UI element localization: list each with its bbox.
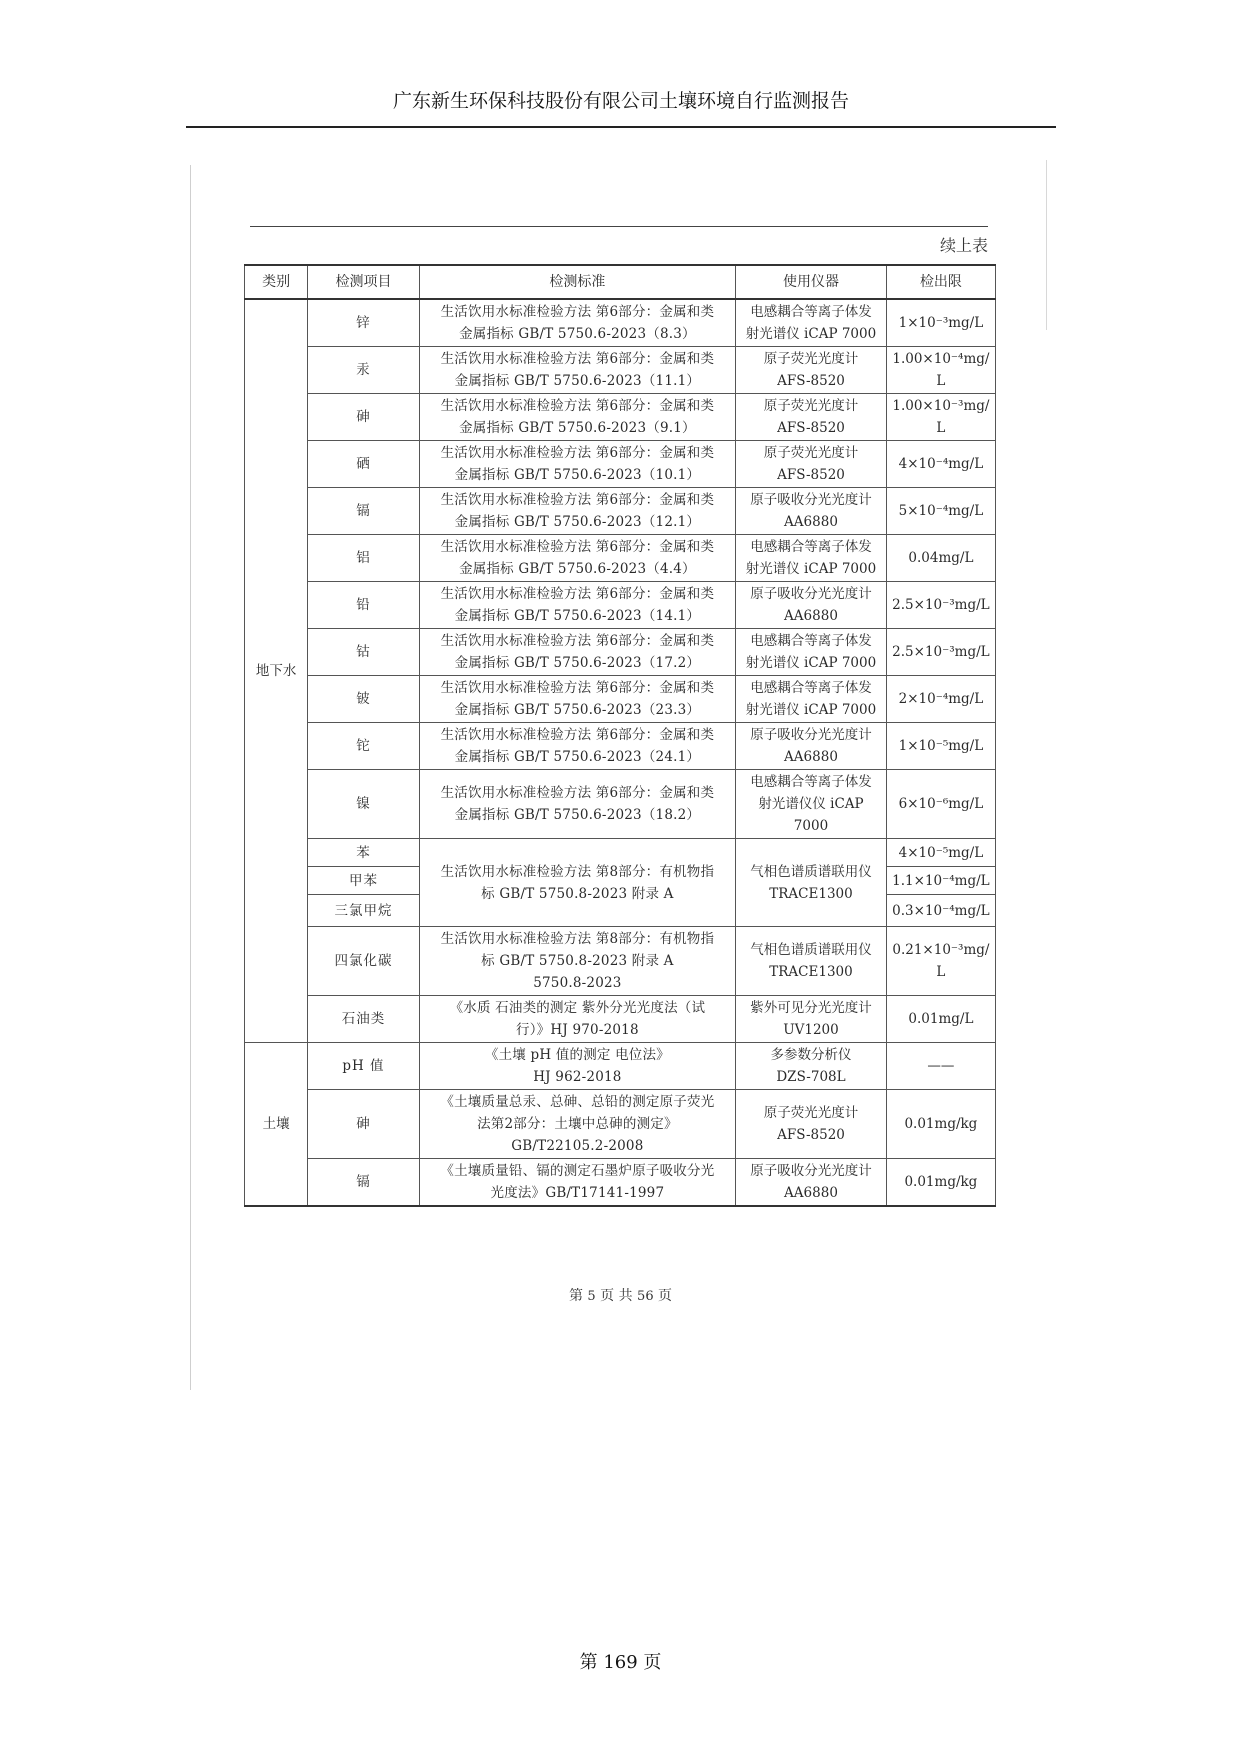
instrument-cell	[736, 441, 887, 488]
category-groundwater: 地下水	[245, 299, 308, 1043]
table-row	[245, 1043, 996, 1090]
instrument-cell	[736, 394, 887, 441]
inner-total-pages: 56	[637, 1289, 654, 1304]
limit-cell-line: 0.01mg/kg	[904, 1116, 978, 1132]
limit-cell	[886, 1090, 995, 1159]
limit-cell	[886, 676, 995, 723]
continued-label: 续上表	[939, 236, 988, 255]
item-cell: pH 值	[308, 1043, 419, 1090]
table-row	[245, 299, 996, 347]
limit-cell-line: ——	[927, 1058, 955, 1074]
instrument-cell-line: 电感耦合等离子体发	[750, 774, 872, 790]
limit-cell	[886, 535, 995, 582]
instrument-cell-line: 原子吸收分光光度计	[750, 586, 872, 602]
limit-cell: 1.1×10⁻⁴mg/L	[886, 867, 995, 895]
limit-cell-line: 0.04mg/L	[908, 550, 974, 566]
standard-cell-line: GB/T22105.2-2008	[511, 1138, 644, 1154]
item-cell: 汞	[308, 347, 419, 394]
limit-cell-line: 0.21×10⁻³mg/	[892, 942, 990, 958]
category-soil: 土壤	[245, 1043, 308, 1207]
limit-cell	[886, 582, 995, 629]
limit-cell	[886, 723, 995, 770]
instrument-cell-line: AA6880	[784, 1185, 838, 1201]
limit-cell	[886, 770, 995, 839]
standard-cell-line: HJ 962-2018	[533, 1069, 622, 1085]
item-cell: 钴	[308, 629, 419, 676]
limit-cell-line: L	[936, 373, 946, 389]
instrument-cell-line: AA6880	[784, 514, 838, 530]
limit-cell-line: 5×10⁻⁴mg/L	[898, 503, 984, 519]
col-header-instrument: 使用仪器	[736, 265, 887, 299]
standard-cell-line: 金属指标 GB/T 5750.6-2023（10.1）	[454, 467, 701, 483]
instrument-cell-organics	[736, 839, 887, 927]
standard-cell-line: 生活饮用水标准检验方法 第6部分：金属和类	[440, 586, 715, 602]
standard-cell-line: 生活饮用水标准检验方法 第6部分：金属和类	[440, 727, 715, 743]
standard-cell-line: 金属指标 GB/T 5750.6-2023（23.3）	[454, 702, 701, 718]
instrument-cell-line: 电感耦合等离子体发	[750, 304, 872, 320]
scan-edge-right	[1046, 160, 1047, 330]
table-row	[245, 535, 996, 582]
standard-cell	[419, 441, 736, 488]
instrument-cell-line: 多参数分析仪	[770, 1047, 852, 1063]
outer-footer-prefix: 第	[579, 1652, 598, 1673]
standard-cell-line: 生活饮用水标准检验方法 第6部分：金属和类	[440, 351, 715, 367]
instrument-cell-line: 原子荧光光度计	[763, 1105, 859, 1121]
item-cell: 铝	[308, 535, 419, 582]
standard-cell	[419, 1090, 736, 1159]
inner-footer-suffix: 页	[658, 1288, 673, 1304]
col-header-category: 类别	[245, 265, 308, 299]
table-row	[245, 1090, 996, 1159]
instrument-cell	[736, 996, 887, 1043]
standard-cell-line: 法第2部分：土壤中总砷的测定》	[477, 1116, 678, 1132]
limit-cell-line: 4×10⁻⁴mg/L	[898, 456, 984, 472]
table-row	[245, 347, 996, 394]
limit-cell	[886, 629, 995, 676]
outer-page-value: 169	[603, 1652, 638, 1673]
instrument-cell	[736, 299, 887, 347]
table-row	[245, 1159, 996, 1207]
instrument-cell-line: 原子吸收分光光度计	[750, 492, 872, 508]
standard-cell	[419, 770, 736, 839]
instrument-cell-line: 原子荧光光度计	[763, 351, 859, 367]
standard-cell-line: 生活饮用水标准检验方法 第6部分：金属和类	[440, 785, 715, 801]
item-cell: 铊	[308, 723, 419, 770]
table-row	[245, 723, 996, 770]
instrument-cell	[736, 347, 887, 394]
instrument-cell	[736, 535, 887, 582]
item-cell: 三氯甲烷	[308, 895, 419, 927]
standard-cell-line: 生活饮用水标准检验方法 第8部分：有机物指	[440, 931, 715, 947]
inner-footer-mid: 页 共	[600, 1288, 633, 1304]
item-cell: 硒	[308, 441, 419, 488]
instrument-cell-line: 射光谱仪 iCAP 7000	[745, 561, 877, 577]
standard-cell-line: 金属指标 GB/T 5750.6-2023（11.1）	[454, 373, 701, 389]
standard-cell-line: 《水质 石油类的测定 紫外分光光度法（试	[449, 1000, 706, 1016]
limit-cell	[886, 996, 995, 1043]
instrument-cell-line: AA6880	[784, 749, 838, 765]
standard-cell-line: 行）》HJ 970-2018	[516, 1022, 639, 1038]
instrument-cell-line: AFS-8520	[777, 373, 845, 389]
instrument-cell-line: AFS-8520	[777, 467, 845, 483]
instrument-cell-line: AFS-8520	[777, 420, 845, 436]
item-cell: 四氯化碳	[308, 927, 419, 996]
limit-cell	[886, 347, 995, 394]
limit-cell: 4×10⁻⁵mg/L	[886, 839, 995, 867]
limit-cell-line: 0.01mg/kg	[904, 1174, 978, 1190]
standard-cell	[419, 723, 736, 770]
limit-cell	[886, 394, 995, 441]
instrument-cell	[736, 1090, 887, 1159]
instrument-cell-line: 射光谱仪 iCAP 7000	[745, 655, 877, 671]
item-cell: 镍	[308, 770, 419, 839]
instrument-cell	[736, 1159, 887, 1207]
report-header-title: 广东新生环保科技股份有限公司土壤环境自行监测报告	[392, 90, 849, 112]
instrument-cell-line: 射光谱仪仪 iCAP	[758, 796, 864, 812]
table-row	[245, 839, 996, 867]
header-divider	[186, 126, 1056, 128]
limit-cell	[886, 1159, 995, 1207]
standard-cell-line: 《土壤质量铅、镉的测定石墨炉原子吸收分光	[440, 1163, 715, 1179]
standard-cell	[419, 535, 736, 582]
limit-cell-line: 6×10⁻⁶mg/L	[898, 796, 984, 812]
table-row	[245, 996, 996, 1043]
limit-cell-line: 2×10⁻⁴mg/L	[898, 691, 984, 707]
instrument-cell-line: 电感耦合等离子体发	[750, 539, 872, 555]
instrument-cell-line: UV1200	[783, 1022, 839, 1038]
item-cell: 镉	[308, 1159, 419, 1207]
standard-cell	[419, 1043, 736, 1090]
table-row	[245, 394, 996, 441]
item-cell: 砷	[308, 394, 419, 441]
standard-cell-line: 金属指标 GB/T 5750.6-2023（4.4）	[459, 561, 696, 577]
instrument-cell	[736, 488, 887, 535]
standard-cell-line: 生活饮用水标准检验方法 第6部分：金属和类	[440, 398, 715, 414]
standard-cell-organics	[419, 839, 736, 927]
instrument-cell	[736, 927, 887, 996]
instrument-cell-line: AFS-8520	[777, 1127, 845, 1143]
standard-cell-line: 标 GB/T 5750.8-2023 附录 A	[481, 953, 674, 969]
standard-cell-line: 《土壤 pH 值的测定 电位法》	[484, 1047, 670, 1063]
instrument-cell	[736, 770, 887, 839]
instrument-cell	[736, 582, 887, 629]
table-row	[245, 488, 996, 535]
standard-cell-line: 金属指标 GB/T 5750.6-2023（18.2）	[454, 807, 701, 823]
standard-cell-line: 生活饮用水标准检验方法 第6部分：金属和类	[440, 680, 715, 696]
standard-cell-organics-line: 标 GB/T 5750.8-2023 附录 A	[481, 885, 674, 902]
limit-cell	[886, 927, 995, 996]
table-row	[245, 770, 996, 839]
instrument-cell-line: DZS-708L	[776, 1069, 846, 1085]
table-header-row	[245, 265, 996, 299]
item-cell: 锌	[308, 299, 419, 347]
standard-cell-line: 生活饮用水标准检验方法 第6部分：金属和类	[440, 304, 715, 320]
standard-cell-line: 生活饮用水标准检验方法 第6部分：金属和类	[440, 445, 715, 461]
instrument-cell-line: 7000	[793, 818, 829, 834]
outer-footer-suffix: 页	[643, 1652, 662, 1673]
col-header-limit: 检出限	[886, 265, 995, 299]
standard-cell	[419, 582, 736, 629]
instrument-cell	[736, 629, 887, 676]
standard-cell-line: 金属指标 GB/T 5750.6-2023（24.1）	[454, 749, 701, 765]
limit-cell-line: 1.00×10⁻³mg/	[892, 398, 990, 414]
limit-cell	[886, 488, 995, 535]
limit-cell-line: 1×10⁻⁵mg/L	[898, 738, 984, 754]
instrument-cell-line: 电感耦合等离子体发	[750, 680, 872, 696]
standard-cell	[419, 996, 736, 1043]
standard-cell-line: 《土壤质量总汞、总砷、总铅的测定原子荧光	[440, 1094, 715, 1110]
item-cell: 铅	[308, 582, 419, 629]
table-row	[245, 441, 996, 488]
table-row	[245, 676, 996, 723]
limit-cell	[886, 1043, 995, 1090]
standard-cell	[419, 676, 736, 723]
instrument-cell-line: 原子荧光光度计	[763, 445, 859, 461]
limit-cell	[886, 299, 995, 347]
instrument-cell-line: 电感耦合等离子体发	[750, 633, 872, 649]
standard-cell	[419, 347, 736, 394]
instrument-cell-line: 原子吸收分光光度计	[750, 1163, 872, 1179]
standard-cell	[419, 488, 736, 535]
inner-page-number: 5	[587, 1289, 596, 1304]
scan-edge-left	[190, 165, 191, 1390]
standard-cell-line: 生活饮用水标准检验方法 第6部分：金属和类	[440, 492, 715, 508]
table-top-rule	[250, 226, 988, 227]
standard-cell-line: 金属指标 GB/T 5750.6-2023（14.1）	[454, 608, 701, 624]
limit-cell-line: 0.01mg/L	[908, 1011, 974, 1027]
instrument-cell	[736, 723, 887, 770]
limit-cell: 0.3×10⁻⁴mg/L	[886, 895, 995, 927]
table-row	[245, 582, 996, 629]
item-cell: 砷	[308, 1090, 419, 1159]
item-cell: 甲苯	[308, 867, 419, 895]
item-cell: 苯	[308, 839, 419, 867]
item-cell: 镉	[308, 488, 419, 535]
limit-cell-line: 1.00×10⁻⁴mg/	[892, 351, 990, 367]
item-cell: 石油类	[308, 996, 419, 1043]
instrument-cell-organics-line: TRACE1300	[769, 885, 853, 902]
standard-cell-line: 金属指标 GB/T 5750.6-2023（9.1）	[459, 420, 696, 436]
instrument-cell-organics-line: 气相色谱质谱联用仪	[750, 863, 872, 880]
standard-cell-line: 金属指标 GB/T 5750.6-2023（12.1）	[454, 514, 701, 530]
instrument-cell	[736, 1043, 887, 1090]
col-header-standard: 检测标准	[419, 265, 736, 299]
instrument-cell-line: 射光谱仪 iCAP 7000	[745, 702, 877, 718]
standard-cell	[419, 629, 736, 676]
standard-cell	[419, 1159, 736, 1207]
standard-cell	[419, 927, 736, 996]
standard-cell-line: 光度法》GB/T17141-1997	[490, 1185, 665, 1201]
standard-cell	[419, 299, 736, 347]
instrument-cell-line: 原子荧光光度计	[763, 398, 859, 414]
standard-cell-line: 金属指标 GB/T 5750.6-2023（17.2）	[454, 655, 701, 671]
instrument-cell-line: 原子吸收分光光度计	[750, 727, 872, 743]
standard-cell	[419, 394, 736, 441]
instrument-cell-line: 射光谱仪 iCAP 7000	[745, 326, 877, 342]
item-cell: 铍	[308, 676, 419, 723]
detection-methods-table	[244, 264, 996, 1207]
instrument-cell-line: 紫外可见分光光度计	[750, 1000, 872, 1016]
standard-cell-line: 生活饮用水标准检验方法 第6部分：金属和类	[440, 633, 715, 649]
inner-footer-prefix: 第	[568, 1288, 583, 1304]
inner-page-footer	[0, 1285, 1241, 1305]
instrument-cell-line: 气相色谱质谱联用仪	[750, 942, 872, 958]
outer-page-number	[0, 1648, 1241, 1674]
standard-cell-line: 5750.8-2023	[533, 975, 622, 991]
limit-cell	[886, 441, 995, 488]
instrument-cell-line: AA6880	[784, 608, 838, 624]
table-row	[245, 927, 996, 996]
limit-cell-line: L	[936, 420, 946, 436]
instrument-cell	[736, 676, 887, 723]
limit-cell-line: L	[936, 964, 946, 980]
limit-cell-line: 2.5×10⁻³mg/L	[892, 597, 990, 613]
limit-cell-line: 1×10⁻³mg/L	[898, 315, 984, 331]
col-header-item: 检测项目	[308, 265, 419, 299]
limit-cell-line: 2.5×10⁻³mg/L	[892, 644, 990, 660]
table-row	[245, 629, 996, 676]
standard-cell-line: 生活饮用水标准检验方法 第6部分：金属和类	[440, 539, 715, 555]
standard-cell-line: 金属指标 GB/T 5750.6-2023（8.3）	[459, 326, 696, 342]
standard-cell-organics-line: 生活饮用水标准检验方法 第8部分：有机物指	[440, 863, 715, 880]
instrument-cell-line: TRACE1300	[769, 964, 853, 980]
